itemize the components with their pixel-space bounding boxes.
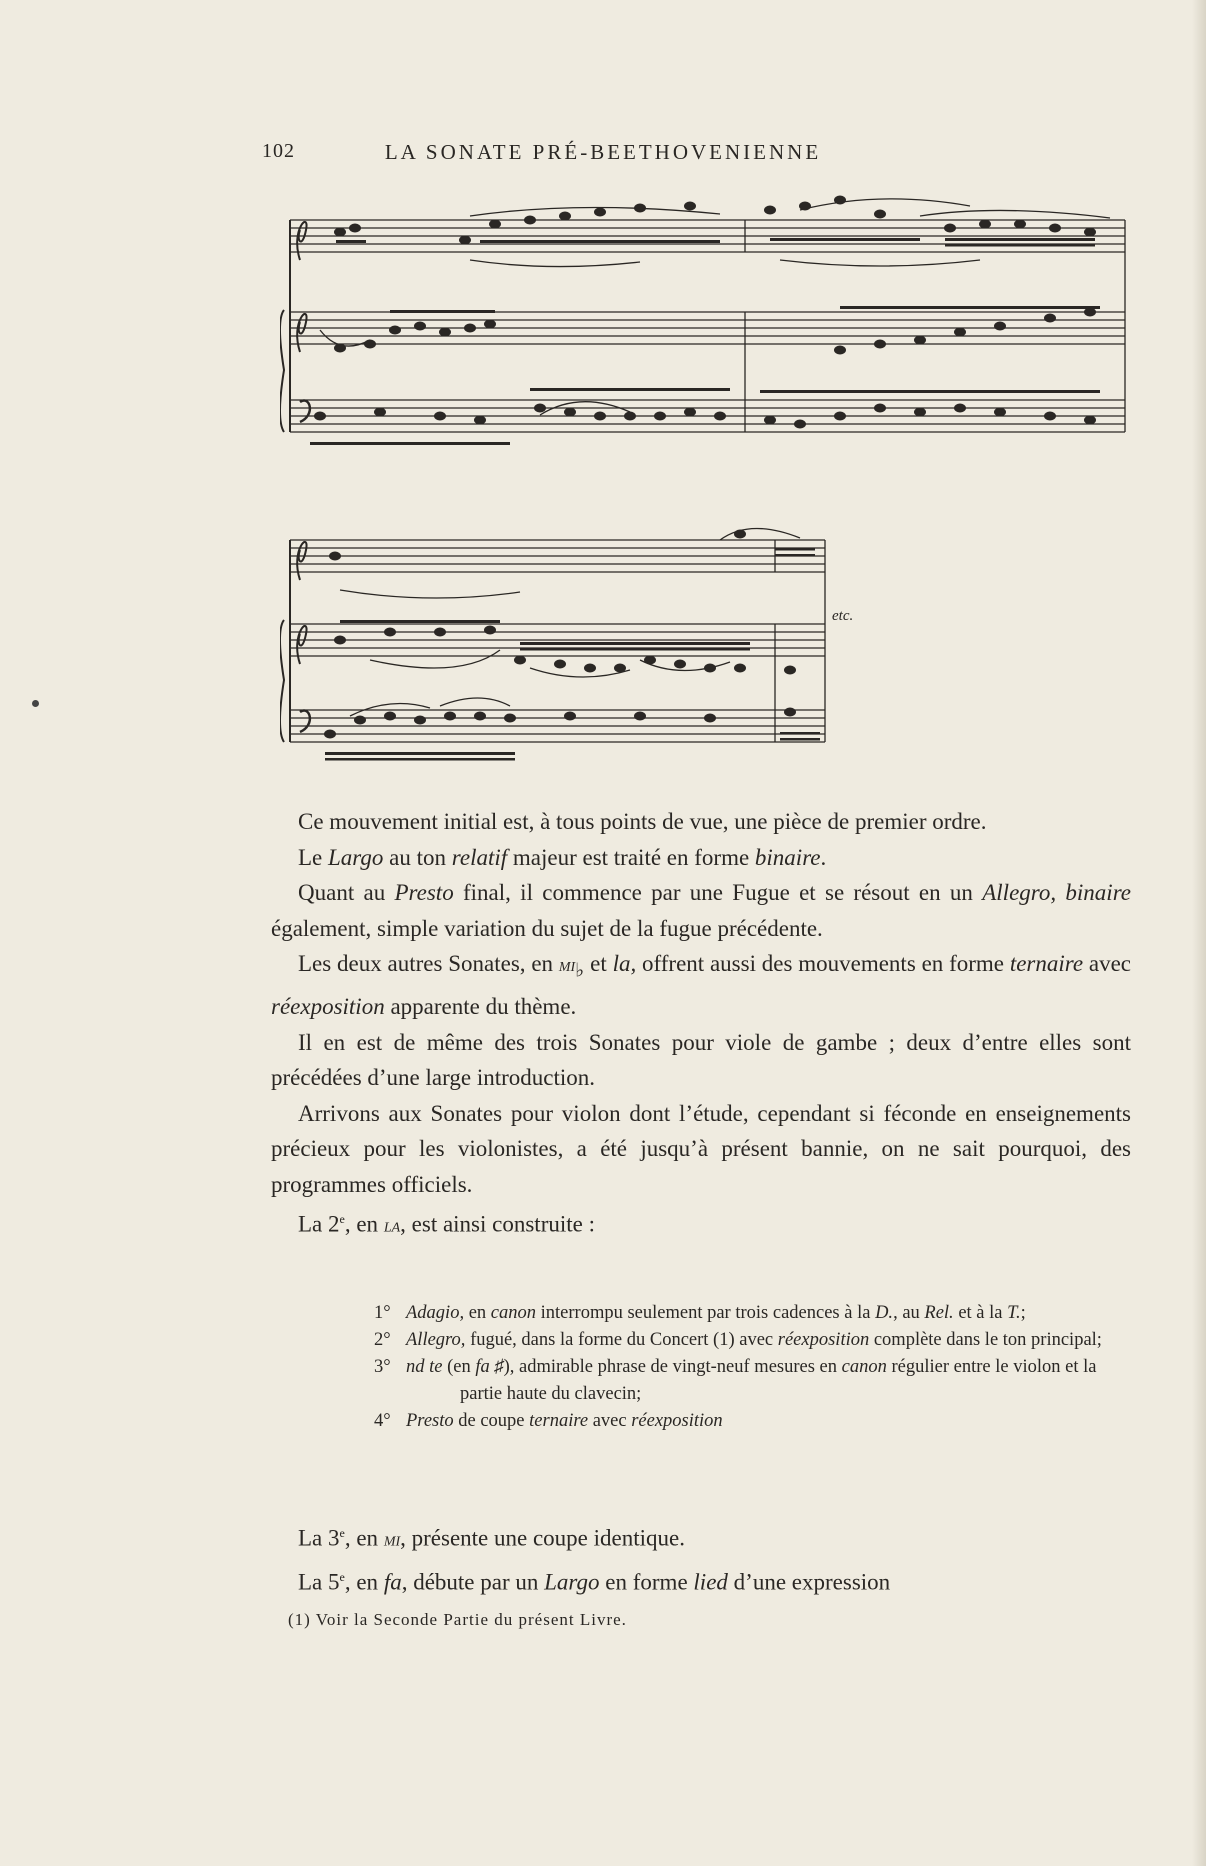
running-title: LA SONATE PRÉ-BEETHOVENIENNE: [384, 140, 822, 164]
paragraph-7: La 2e, en la, est ainsi construite :: [298, 1211, 595, 1237]
list-item: 4° Presto de coupe ternaire avec réexposition: [374, 1411, 723, 1431]
paragraph-2: Le Largo au ton relatif majeur est traité en forme binaire.: [298, 844, 827, 870]
staff-treble-2: [290, 624, 825, 656]
etc-label: etc.: [832, 608, 854, 624]
ink-speck: [32, 700, 39, 707]
page-edge-shadow: [1192, 0, 1206, 1866]
staff-violin-2: [290, 540, 825, 572]
list-item: 1° Adagio, en canon interrompu seulement par trois cadences à la D., au Rel. et à la T.;: [374, 1303, 1026, 1323]
paragraph-9: La 5e, en fa, débute par un Largo en forme lied d’une expression: [298, 1569, 891, 1595]
music-system-2: [280, 520, 1140, 770]
list-item: 3° nd te (en fa ♯), admirable phrase de vingt-neuf mesures en canon régulier entre le violon et la partie haute du clavecin;: [374, 1357, 1097, 1404]
paragraph-5: Il en est de même des trois Sonates pour viole de gambe ; deux d’entre elles sont précédées d’une large introduction.: [271, 1029, 1131, 1091]
main-text-continued: [271, 1515, 1131, 1600]
score-image-2: [280, 520, 1140, 770]
paragraph-8: La 3e, en mi, présente une coupe identique.: [298, 1525, 685, 1551]
movement-list: [374, 1300, 1134, 1435]
paragraph-6: Arrivons aux Sonates pour violon dont l’étude, cependant si féconde en enseignements précieux pour les violonistes, a été jusqu’à présent bannie, on ne sait pourquoi, des programmes officiels.: [271, 1100, 1131, 1197]
paragraph-1: Ce mouvement initial est, à tous points de vue, une pièce de premier ordre.: [298, 809, 987, 834]
staff-bass-2: [290, 710, 825, 742]
footnote: (1) Voir la Seconde Partie du présent Livre.: [288, 1610, 627, 1629]
page-header: [0, 140, 1206, 170]
main-text: [271, 804, 1131, 1244]
paragraph-4: Les deux autres Sonates, en $mi_♭$ et la, offrent aussi des mouvements en forme ternaire avec réexposition apparente du thème.: [271, 951, 1131, 1020]
staff-violin-1: [290, 220, 1125, 252]
list-item: 2° Allegro, fugué, dans la forme du Concert (1) avec réexposition complète dans le ton principal;: [374, 1330, 1102, 1350]
paragraph-3: Quant au Presto final, il commence par une Fugue et se résout en un Allegro, binaire également, simple variation du sujet de la fugue précédente.: [271, 880, 1131, 941]
music-system-1: [280, 180, 1140, 450]
score-image-1: [280, 180, 1140, 450]
page-number: 102: [262, 140, 295, 162]
